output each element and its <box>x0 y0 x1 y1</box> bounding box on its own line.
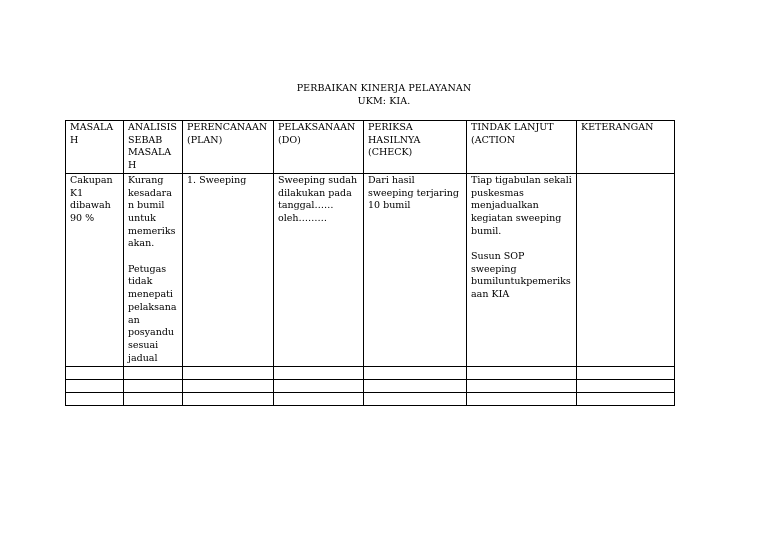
header-pelaksanaan: PELAKSANAAN (DO) <box>274 121 364 174</box>
empty-cell <box>364 392 467 405</box>
header-tindak-lanjut: TINDAK LANJUT (ACTION <box>467 121 577 174</box>
empty-cell <box>124 392 183 405</box>
empty-cell <box>577 392 675 405</box>
empty-cell <box>577 366 675 379</box>
table-row <box>66 173 675 366</box>
cell-pelaksanaan: Sweeping sudah dilakukan pada tanggal…… oleh……… <box>274 173 364 366</box>
cell-perencanaan: 1. Sweeping <box>183 173 274 366</box>
header-analisis-sebab: ANALISIS SEBAB MASALAH <box>124 121 183 174</box>
empty-cell <box>124 379 183 392</box>
empty-cell <box>274 379 364 392</box>
empty-row <box>66 366 675 379</box>
empty-cell <box>183 392 274 405</box>
document-title: PERBAIKAN KINERJA PELAYANAN <box>296 83 472 94</box>
empty-cell <box>364 366 467 379</box>
header-periksa: PERIKSA HASILNYA (CHECK) <box>364 121 467 174</box>
header-row <box>66 121 675 174</box>
empty-cell <box>577 379 675 392</box>
document-subtitle: UKM: KIA. <box>357 96 411 107</box>
empty-cell <box>66 379 124 392</box>
empty-row <box>66 392 675 405</box>
empty-cell <box>364 379 467 392</box>
header-keterangan: KETERANGAN <box>577 121 675 174</box>
empty-cell <box>124 366 183 379</box>
empty-cell <box>183 379 274 392</box>
empty-cell <box>66 366 124 379</box>
empty-cell <box>274 366 364 379</box>
empty-cell <box>467 379 577 392</box>
cell-keterangan <box>577 173 675 366</box>
empty-cell <box>467 392 577 405</box>
empty-cell <box>467 366 577 379</box>
pdca-table <box>65 120 675 406</box>
empty-row <box>66 379 675 392</box>
cell-masalah: Cakupan K1 dibawah 90 % <box>66 173 124 366</box>
empty-cell <box>274 392 364 405</box>
header-perencanaan: PERENCANAAN (PLAN) <box>183 121 274 174</box>
cell-periksa: Dari hasil sweeping terjaring 10 bumil <box>364 173 467 366</box>
header-masalah: MASALA H <box>66 121 124 174</box>
empty-cell <box>66 392 124 405</box>
empty-cell <box>183 366 274 379</box>
cell-tindak-lanjut: Tiap tigabulan sekali puskesmas menjadualkan kegiatan sweeping bumil. Susun SOP sweeping bumiluntukpemeriks aan KIA <box>467 173 577 366</box>
cell-analisis-sebab: Kurang kesadara n bumil untuk memeriks akan. Petugas tidak menepati pelaksana an posyandu sesuai jadual <box>124 173 183 366</box>
